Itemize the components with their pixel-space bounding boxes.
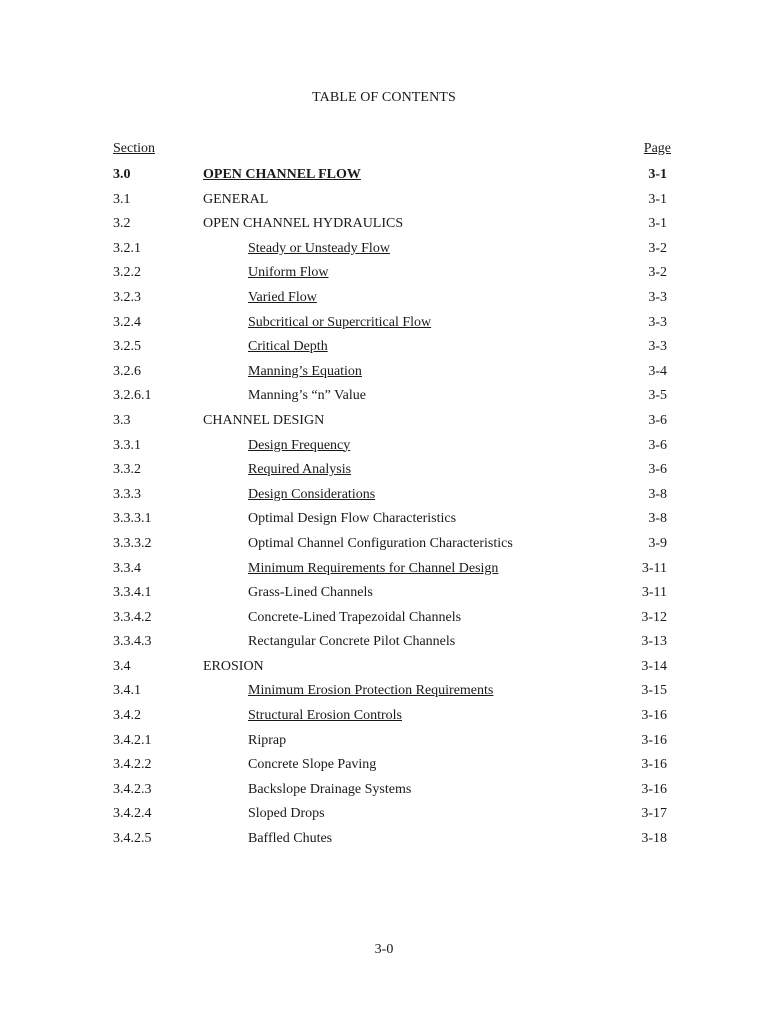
toc-entry	[113, 559, 667, 584]
toc-entry-page: 3-3	[648, 289, 667, 305]
toc-entry-page: 3-17	[641, 806, 667, 822]
toc-entry	[113, 534, 667, 559]
toc-entry-page: 3-16	[641, 732, 667, 748]
toc-entry-page: 3-13	[641, 634, 667, 650]
toc-entry-title: Varied Flow	[248, 289, 317, 305]
toc-entry	[113, 780, 667, 805]
toc-entry	[113, 263, 667, 288]
page-title: TABLE OF CONTENTS	[312, 90, 456, 105]
toc-entry	[113, 804, 667, 829]
toc-entry-number: 3.3	[113, 412, 131, 428]
toc-entry	[113, 214, 667, 239]
toc-entry	[113, 239, 667, 264]
toc-entry-title: GENERAL	[203, 191, 269, 207]
toc-entry-page: 3-16	[641, 781, 667, 797]
toc-entry-title: EROSION	[203, 658, 264, 674]
toc-entry-page: 3-2	[648, 240, 667, 256]
toc-entry-number: 3.2.6.1	[113, 388, 152, 404]
toc-entry-title: Design Considerations	[248, 486, 376, 502]
toc-entry-title: Structural Erosion Controls	[248, 708, 402, 724]
toc-entry-number: 3.3.4.3	[113, 634, 152, 650]
toc-entry-page: 3-1	[648, 191, 667, 207]
toc-entry-number: 3.3.4.2	[113, 609, 152, 625]
toc-entry-title: Required Analysis	[248, 462, 352, 478]
toc-entry-page: 3-3	[648, 314, 667, 330]
toc-entry-number: 3.4.1	[113, 683, 141, 699]
toc-entry-page: 3-2	[648, 265, 667, 281]
toc-entry-title: Minimum Requirements for Channel Design	[248, 560, 499, 576]
toc-entry-number: 3.2	[113, 216, 131, 232]
toc-entry-number: 3.3.2	[113, 462, 141, 478]
toc-entry-title: Minimum Erosion Protection Requirements	[248, 683, 494, 699]
toc-entry-title: Concrete-Lined Trapezoidal Channels	[248, 609, 462, 625]
toc-entry-page: 3-15	[641, 683, 667, 699]
toc-entry-title: OPEN CHANNEL FLOW	[203, 167, 361, 182]
toc-entry-title: Steady or Unsteady Flow	[248, 240, 390, 256]
toc-entry-number: 3.3.4	[113, 560, 141, 576]
toc-entry-page: 3-5	[648, 388, 667, 404]
toc-entry-page: 3-16	[641, 757, 667, 773]
toc-entry-page: 3-4	[648, 363, 667, 379]
toc-entry-page: 3-6	[648, 462, 667, 478]
toc-entry-page: 3-16	[641, 708, 667, 724]
toc-entry-page: 3-8	[648, 486, 667, 502]
toc-entry	[113, 190, 667, 215]
toc-entry-number: 3.4.2.4	[113, 806, 152, 822]
toc-list	[113, 165, 667, 854]
toc-entry-title: Optimal Channel Configuration Characteristics	[248, 535, 513, 551]
toc-entry	[113, 608, 667, 633]
toc-entry	[113, 829, 667, 854]
toc-entry-number: 3.0	[113, 167, 131, 182]
toc-entry	[113, 509, 667, 534]
toc-entry-title: Manning’s “n” Value	[248, 388, 366, 404]
toc-entry-page: 3-1	[648, 216, 667, 232]
toc-entry-page: 3-12	[641, 609, 667, 625]
toc-entry-number: 3.2.3	[113, 289, 141, 305]
page-column-header: Page	[643, 141, 671, 156]
toc-entry-number: 3.3.3	[113, 486, 141, 502]
toc-entry-title: Design Frequency	[248, 437, 351, 453]
toc-entry-title: Subcritical or Supercritical Flow	[248, 314, 432, 330]
toc-entry-page: 3-1	[648, 167, 667, 182]
toc-entry-title: Grass-Lined Channels	[248, 585, 373, 601]
toc-entry-number: 3.3.4.1	[113, 585, 152, 601]
toc-entry-number: 3.2.4	[113, 314, 141, 330]
toc-entry-number: 3.4.2.3	[113, 781, 152, 797]
toc-entry-number: 3.4.2.5	[113, 831, 152, 847]
toc-entry	[113, 337, 667, 362]
toc-entry	[113, 411, 667, 436]
toc-entry	[113, 362, 667, 387]
toc-entry-page: 3-6	[648, 437, 667, 453]
toc-entry-page: 3-18	[641, 831, 667, 847]
toc-entry-title: Critical Depth	[248, 339, 328, 355]
toc-entry-number: 3.1	[113, 191, 131, 207]
toc-header-row	[113, 141, 671, 161]
toc-entry-title: Rectangular Concrete Pilot Channels	[248, 634, 456, 650]
toc-entry	[113, 755, 667, 780]
toc-entry-page: 3-3	[648, 339, 667, 355]
toc-entry-number: 3.3.3.1	[113, 511, 152, 527]
section-column-header: Section	[113, 141, 155, 156]
toc-entry-title: OPEN CHANNEL HYDRAULICS	[203, 216, 404, 232]
toc-entry-number: 3.2.2	[113, 265, 141, 281]
toc-entry-title: Optimal Design Flow Characteristics	[248, 511, 457, 527]
toc-entry	[113, 632, 667, 657]
toc-entry	[113, 165, 667, 190]
toc-entry-title: Baffled Chutes	[248, 831, 333, 847]
toc-entry-page: 3-11	[641, 560, 667, 576]
toc-entry-page: 3-8	[648, 511, 667, 527]
toc-entry-page: 3-14	[641, 658, 667, 674]
toc-entry-number: 3.2.1	[113, 240, 141, 256]
toc-entry	[113, 731, 667, 756]
toc-entry-title: Backslope Drainage Systems	[248, 781, 412, 797]
toc-entry	[113, 657, 667, 682]
toc-entry-number: 3.2.5	[113, 339, 141, 355]
toc-entry-number: 3.4.2	[113, 708, 141, 724]
toc-entry	[113, 681, 667, 706]
toc-entry	[113, 436, 667, 461]
toc-entry-title: Concrete Slope Paving	[248, 757, 377, 773]
toc-entry-number: 3.2.6	[113, 363, 141, 379]
toc-entry-number: 3.4.2.2	[113, 757, 152, 773]
toc-entry	[113, 583, 667, 608]
toc-entry-title: Manning’s Equation	[248, 363, 362, 379]
toc-entry-page: 3-11	[641, 585, 667, 601]
toc-entry-number: 3.3.3.2	[113, 535, 152, 551]
toc-entry-title: Riprap	[248, 732, 287, 748]
toc-entry	[113, 288, 667, 313]
toc-entry-page: 3-9	[648, 535, 667, 551]
toc-entry	[113, 313, 667, 338]
toc-entry	[113, 386, 667, 411]
toc-entry	[113, 485, 667, 510]
toc-entry-title: Sloped Drops	[248, 806, 325, 822]
toc-entry-page: 3-6	[648, 412, 667, 428]
toc-entry-number: 3.3.1	[113, 437, 141, 453]
toc-entry-title: Uniform Flow	[248, 265, 329, 281]
toc-entry-number: 3.4.2.1	[113, 732, 152, 748]
toc-entry	[113, 706, 667, 731]
footer-page-number: 3-0	[374, 942, 394, 957]
toc-entry-number: 3.4	[113, 658, 131, 674]
toc-entry	[113, 460, 667, 485]
toc-entry-title: CHANNEL DESIGN	[203, 412, 325, 428]
